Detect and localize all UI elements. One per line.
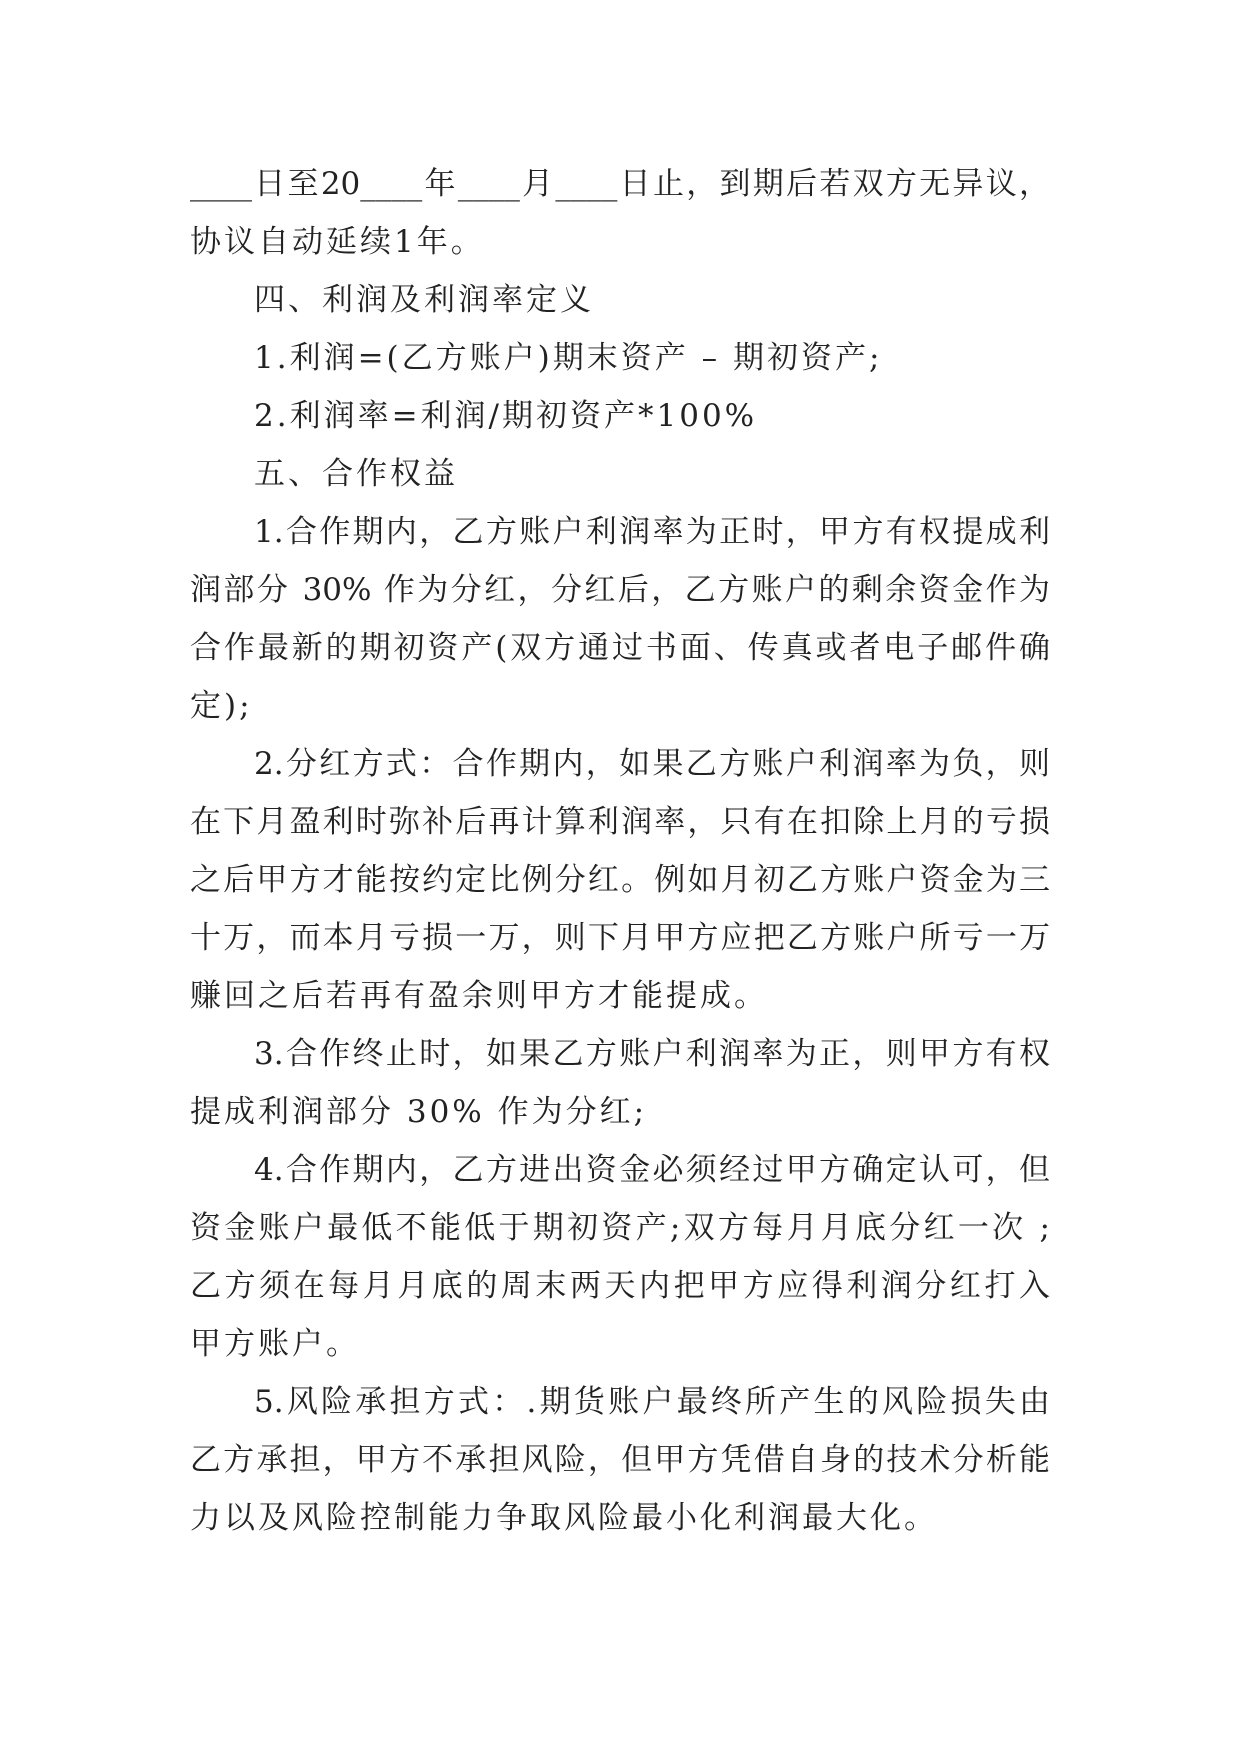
text-line: 2.利润率=利润/期初资产*100% bbox=[254, 398, 758, 434]
text-line: 3.合作终止时，如果乙方账户利润率为正，则甲方有权 bbox=[254, 1036, 1050, 1072]
text-line: 之后甲方才能按约定比例分红。例如月初乙方账户资金为三 bbox=[190, 862, 1050, 898]
text-line: 乙方须在每月月底的周末两天内把甲方应得利润分红打入 bbox=[190, 1268, 1050, 1304]
text-line: 在下月盈利时弥补后再计算利润率，只有在扣除上月的亏损 bbox=[190, 804, 1050, 840]
document-page bbox=[190, 155, 1050, 1547]
text-line: 1.利润=(乙方账户)期末资产 – 期初资产; bbox=[254, 340, 883, 376]
text-line: 乙方承担，甲方不承担风险，但甲方凭借自身的技术分析能 bbox=[190, 1442, 1050, 1478]
text-line: 4.合作期内，乙方进出资金必须经过甲方确定认可，但 bbox=[254, 1152, 1050, 1188]
section-heading: 四、利润及利润率定义 bbox=[254, 282, 594, 318]
text-line: 合作最新的期初资产(双方通过书面、传真或者电子邮件确 bbox=[190, 630, 1050, 666]
text-line: 提成利润部分 30% 作为分红; bbox=[190, 1094, 648, 1130]
text-line: 2.分红方式：合作期内，如果乙方账户利润率为负，则 bbox=[254, 746, 1050, 782]
text-line: 甲方账户。 bbox=[190, 1326, 360, 1362]
text-line: ____日至20____年____月____日止，到期后若双方无异议， bbox=[190, 166, 1050, 202]
text-line: 力以及风险控制能力争取风险最小化利润最大化。 bbox=[190, 1500, 938, 1536]
text-line: 资金账户最低不能低于期初资产;双方每月月底分红一次 ; bbox=[190, 1210, 1050, 1246]
text-line: 定); bbox=[190, 688, 253, 724]
text-line: 十万，而本月亏损一万，则下月甲方应把乙方账户所亏一万 bbox=[190, 920, 1050, 956]
text-line: 润部分 30% 作为分红，分红后，乙方账户的剩余资金作为 bbox=[190, 572, 1050, 608]
text-line: 协议自动延续1年。 bbox=[190, 224, 485, 260]
text-line: 赚回之后若再有盈余则甲方才能提成。 bbox=[190, 978, 768, 1014]
section-heading: 五、合作权益 bbox=[254, 456, 458, 492]
text-line: 5.风险承担方式：.期货账户最终所产生的风险损失由 bbox=[254, 1384, 1050, 1420]
text-line: 1.合作期内，乙方账户利润率为正时，甲方有权提成利 bbox=[254, 514, 1050, 550]
